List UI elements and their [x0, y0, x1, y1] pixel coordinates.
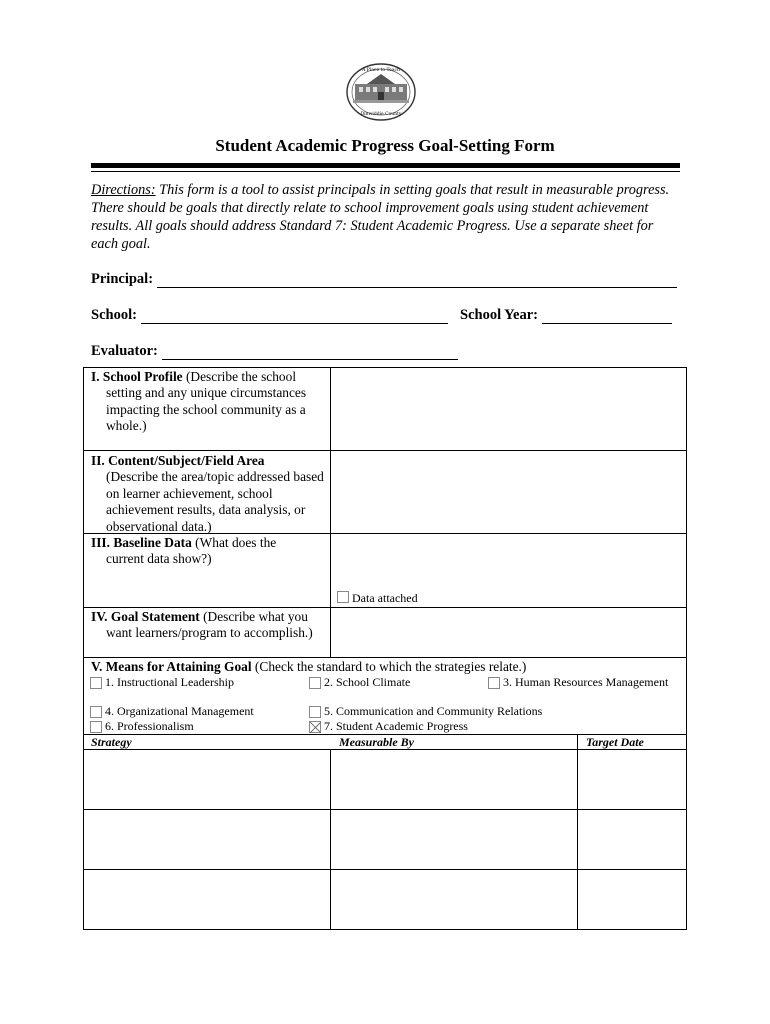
measurable-by-cell[interactable]: [331, 870, 577, 929]
baseline-data-row: [84, 534, 686, 608]
data-attached-option: [337, 591, 418, 606]
strategy-row: [84, 870, 686, 929]
content-area-row: [84, 451, 686, 534]
standard-6-checkbox[interactable]: [90, 721, 102, 733]
standard-4-option: 4. Organizational Management: [90, 704, 254, 719]
goal-statement-row: [84, 608, 686, 658]
principal-field: [91, 271, 677, 288]
measurable-by-header: Measurable By: [339, 735, 414, 749]
target-date-cell[interactable]: [578, 810, 686, 869]
standard-7-option: 7. Student Academic Progress: [309, 719, 468, 734]
school-input-line[interactable]: [141, 309, 448, 324]
target-date-header: Target Date: [586, 735, 644, 749]
standard-1-checkbox[interactable]: [90, 677, 102, 689]
standard-5-option: 5. Communication and Community Relations: [309, 704, 542, 719]
standard-4-checkbox[interactable]: [90, 706, 102, 718]
directions-label: Directions:: [91, 182, 156, 198]
form-title: Student Academic Progress Goal-Setting Form: [215, 136, 555, 155]
data-attached-label: Data attached: [352, 591, 418, 605]
standard-1-option: 1. Instructional Leadership: [90, 675, 234, 690]
standard-6-option: 6. Professionalism: [90, 719, 194, 734]
measurable-by-cell[interactable]: [331, 810, 577, 869]
standard-2-checkbox[interactable]: [309, 677, 321, 689]
title-rule-thin: [91, 171, 680, 172]
svg-text:Dinwiddie County: Dinwiddie County: [360, 112, 402, 117]
strategy-row: [84, 750, 686, 810]
means-label: V. Means for Attaining Goal (Check the standard to which the strategies relate.): [91, 659, 527, 674]
directions-text: [91, 181, 681, 253]
school-field: [91, 307, 448, 324]
title-rule-thick: [91, 163, 680, 168]
target-date-cell[interactable]: [578, 870, 686, 929]
strategy-row: [84, 810, 686, 870]
principal-label: Principal:: [91, 271, 154, 287]
strategy-cell[interactable]: [84, 750, 330, 809]
school-profile-input[interactable]: [331, 368, 686, 450]
content-area-label: II. Content/Subject/Field Area (Describe the area/topic addressed based on learner achievement, school achievement results, data analysis, or observational data.): [84, 451, 331, 533]
goal-statement-label: IV. Goal Statement (Describe what you want learners/program to accomplish.): [84, 608, 331, 657]
goal-form-table: [83, 367, 687, 930]
directions-body: This form is a tool to assist principals in setting goals that result in measurable progress. There should be goals that directly relate to school improvement goals using student achievement results. All goals should address Standard 7: Student Academic Progress. Use a separate sheet for each goal.: [91, 182, 670, 252]
evaluator-label: Evaluator:: [91, 343, 158, 359]
measurable-by-cell[interactable]: [331, 750, 577, 809]
school-profile-row: [84, 368, 686, 451]
standard-3-option: 3. Human Resources Management: [488, 675, 668, 690]
school-year-field: [460, 307, 672, 324]
county-seal-logo: [345, 62, 417, 122]
standard-3-checkbox[interactable]: [488, 677, 500, 689]
school-year-label: School Year:: [460, 307, 538, 323]
svg-text:A Place to Teach: A Place to Teach: [362, 68, 400, 73]
baseline-data-label: III. Baseline Data (What does the current data show?): [84, 534, 331, 607]
strategy-header-row: [84, 735, 686, 750]
standard-7-checkbox-checked[interactable]: [309, 721, 321, 733]
school-profile-label: I. School Profile (Describe the school setting and any unique circumstances impacting the school community as a whole.): [84, 368, 331, 450]
means-row: [84, 658, 686, 735]
data-attached-checkbox[interactable]: [337, 591, 349, 603]
standard-5-checkbox[interactable]: [309, 706, 321, 718]
evaluator-input-line[interactable]: [162, 345, 458, 360]
school-label: School:: [91, 307, 137, 323]
standard-2-option: 2. School Climate: [309, 675, 410, 690]
content-area-input[interactable]: [331, 451, 686, 533]
principal-input-line[interactable]: [157, 273, 677, 288]
strategy-cell[interactable]: [84, 810, 330, 869]
goal-statement-input[interactable]: [331, 608, 686, 657]
target-date-cell[interactable]: [578, 750, 686, 809]
baseline-data-input[interactable]: [331, 534, 686, 607]
strategy-header: Strategy: [91, 735, 132, 749]
strategy-cell[interactable]: [84, 870, 330, 929]
evaluator-field: [91, 343, 458, 360]
school-year-input-line[interactable]: [542, 309, 672, 324]
